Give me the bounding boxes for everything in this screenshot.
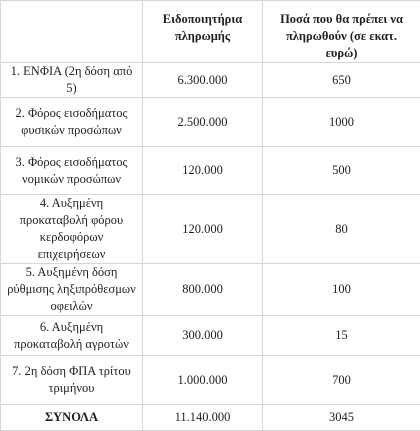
header-empty: [1, 1, 143, 63]
totals-amount: 3045: [263, 405, 420, 431]
row-label: 4. Αυξημένη προκαταβολή φόρου κερδοφόρων επιχειρήσεων: [1, 195, 143, 264]
row-amount: 650: [263, 63, 420, 98]
header-amount: Ποσά που θα πρέπει να πληρωθούν (σε εκατ. ευρώ): [263, 1, 420, 63]
row-notices: 800.000: [143, 264, 263, 316]
row-amount: 700: [263, 356, 420, 405]
row-amount: 1000: [263, 98, 420, 147]
table-row: [1, 98, 420, 147]
row-label: 6. Αυξημένη προκαταβολή αγροτών: [1, 316, 143, 356]
row-label: 2. Φόρος εισοδήματος φυσικών προσώπων: [1, 98, 143, 147]
row-notices: 1.000.000: [143, 356, 263, 405]
row-notices: 2.500.000: [143, 98, 263, 147]
totals-row: [1, 405, 420, 431]
table-row: [1, 195, 420, 264]
table-row: [1, 264, 420, 316]
row-notices: 300.000: [143, 316, 263, 356]
row-label: 5. Αυξημένη δόση ρύθμισης ληξιπρόθεσμων οφειλών: [1, 264, 143, 316]
table-header-row: [1, 1, 420, 63]
table-row: [1, 63, 420, 98]
row-amount: 15: [263, 316, 420, 356]
row-amount: 80: [263, 195, 420, 264]
row-notices: 120.000: [143, 195, 263, 264]
totals-notices: 11.140.000: [143, 405, 263, 431]
row-label: 1. ΕΝΦΙΑ (2η δόση από 5): [1, 63, 143, 98]
totals-label: ΣΥΝΟΛΑ: [1, 405, 143, 431]
header-notices: Ειδοποιητήρια πληρωμής: [143, 1, 263, 63]
row-notices: 120.000: [143, 147, 263, 195]
table-row: [1, 147, 420, 195]
row-amount: 500: [263, 147, 420, 195]
row-label: 7. 2η δόση ΦΠΑ τρίτου τριμήνου: [1, 356, 143, 405]
row-notices: 6.300.000: [143, 63, 263, 98]
table-row: [1, 316, 420, 356]
row-label: 3. Φόρος εισοδήματος νομικών προσώπων: [1, 147, 143, 195]
row-amount: 100: [263, 264, 420, 316]
table-row: [1, 356, 420, 405]
